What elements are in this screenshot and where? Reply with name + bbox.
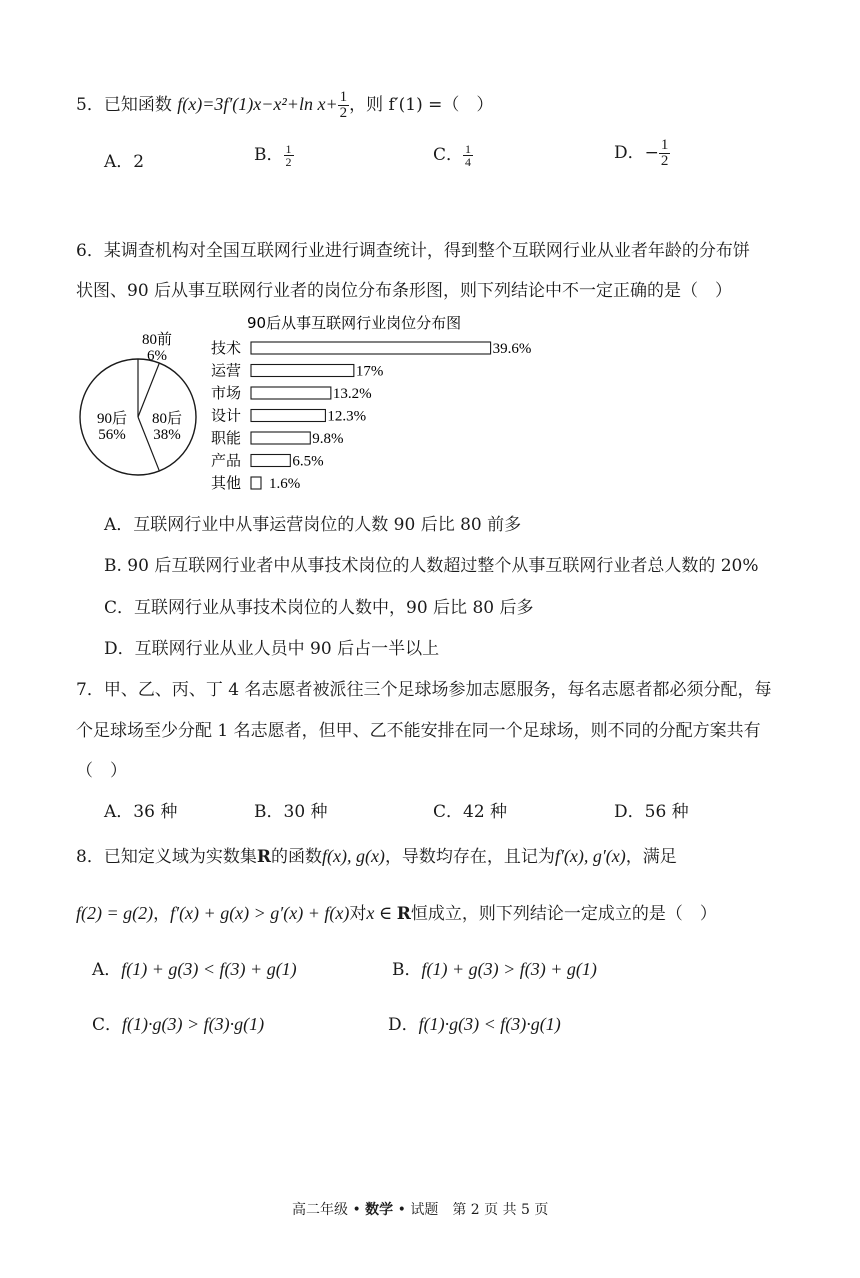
pie-label-80qian: 80前 <box>141 332 173 348</box>
pie-slice-1-edge <box>138 363 159 417</box>
option-text: 30 种 <box>283 802 328 822</box>
bar-category-label: 其他 <box>211 474 242 492</box>
option-label: D． <box>614 143 645 163</box>
q5-formula: f(x)=3f′(1)x−x²+ln x+ <box>177 94 338 114</box>
q7-option-d <box>614 797 689 822</box>
option-text: 56 种 <box>644 802 689 822</box>
q5-stem <box>76 90 493 121</box>
frac-num: 1 <box>285 142 292 156</box>
option-label: B． <box>254 802 284 822</box>
option-text: f(1) + g(3) < f(3) + g(1) <box>121 959 297 979</box>
pie-value-80qian: 6% <box>147 348 167 364</box>
q7-stem-line3: （ ） <box>76 761 127 781</box>
q5-text-b: ，则 f′(1) =（ ） <box>349 95 494 115</box>
pie-label-80hou: 80后 <box>151 411 183 427</box>
footer-subject: 数学 <box>365 1202 394 1218</box>
bar-chart-title: 90后从事互联网行业岗位分布图 <box>247 314 462 332</box>
q5-fraction <box>338 90 350 121</box>
option-text: f(1) + g(3) > f(3) + g(1) <box>421 959 597 979</box>
q8-derivatives: f′(x), g′(x) <box>554 846 626 866</box>
q8-functions: f(x), g(x) <box>321 846 385 866</box>
option-label: D． <box>388 1015 419 1035</box>
option-text: f(1)·g(3) > f(3)·g(1) <box>122 1014 265 1034</box>
footer-page: • 试题 第 2 页 共 5 页 <box>393 1202 549 1218</box>
bar-value-label: 13.2% <box>332 386 372 402</box>
q8-text: 恒成立，则下列结论一定成立的是（ ） <box>410 904 717 924</box>
q5-text-a: 已知函数 <box>103 95 172 115</box>
q5-frac-num: 1 <box>339 89 348 105</box>
q8-option-c <box>92 1010 264 1035</box>
q7-stem-line1: 7．甲、乙、丙、丁 4 名志愿者被派往三个足球场参加志愿服务，每名志愿者都必须分配，每 <box>76 680 772 700</box>
option-label: A． <box>92 960 122 980</box>
bar-category-label: 市场 <box>211 384 242 402</box>
q5-frac-den: 2 <box>339 105 348 121</box>
bar-category-label: 职能 <box>211 429 242 447</box>
option-label: A． <box>104 802 134 822</box>
q6-stem-line1: 6．某调查机构对全国互联网行业进行调查统计，得到整个互联网行业从业者年龄的分布饼 <box>76 241 750 261</box>
q8-text: ，导数均存在，且记为 <box>384 847 555 867</box>
bar-value-label: 12.3% <box>327 408 367 425</box>
q8-text: 的函数 <box>270 847 322 867</box>
option-label: B． <box>392 960 422 980</box>
q8-stem-line1 <box>76 842 677 867</box>
q8-option-b <box>392 955 597 980</box>
pie-value-80hou: 38% <box>153 427 181 443</box>
q6-option-d: D．互联网行业从业人员中 90 后占一半以上 <box>104 639 440 659</box>
bar-value-label: 1.6% <box>269 476 301 492</box>
frac-den: 2 <box>660 153 669 169</box>
option-text: 42 种 <box>463 802 508 822</box>
real-set-symbol: R <box>256 847 271 867</box>
q7-option-c <box>433 797 507 822</box>
q8-text: ， <box>153 904 171 924</box>
q7-stem-line2: 个足球场至少分配 1 名志愿者，但甲、乙不能安排在同一个足球场，则不同的分配方案共有 <box>76 721 761 741</box>
footer-grade: 高二年级 • <box>292 1202 366 1218</box>
q5-option-b <box>254 140 294 168</box>
q6-stem-line2: 状图、90 后从事互联网行业者的岗位分布条形图，则下列结论中不一定正确的是（ ） <box>76 281 733 301</box>
bar-value-label: 6.5% <box>292 453 324 470</box>
option-fraction <box>284 143 294 168</box>
bar-value-label: 9.8% <box>312 431 344 447</box>
option-sign: − <box>644 143 659 163</box>
bar-其他 <box>251 477 261 489</box>
option-fraction <box>463 143 473 168</box>
q8-text: 对 <box>349 904 367 924</box>
option-text: 2 <box>133 152 145 172</box>
option-fraction <box>659 138 671 169</box>
q6-option-b: B. 90 后互联网行业者中从事技术岗位的人数超过整个从事互联网行业者总人数的 20% <box>104 556 759 576</box>
q6-option-a: A．互联网行业中从事运营岗位的人数 90 后比 80 前多 <box>104 515 522 535</box>
q5-option-d <box>614 138 670 169</box>
option-label: A． <box>104 152 134 172</box>
q8-condition-eq: f(2) = g(2) <box>76 903 154 923</box>
option-label: C． <box>433 145 464 165</box>
q8-option-a <box>92 955 297 980</box>
option-label: B． <box>254 145 284 165</box>
option-text: 36 种 <box>133 802 178 822</box>
bar-category-label: 技术 <box>211 339 242 357</box>
option-label: C． <box>92 1015 123 1035</box>
page-footer <box>292 1199 548 1219</box>
q5-option-a <box>104 147 144 172</box>
option-text: f(1)·g(3) < f(3)·g(1) <box>418 1014 561 1034</box>
frac-num: 1 <box>465 142 472 156</box>
bar-职能 <box>251 432 310 444</box>
bar-category-label: 运营 <box>211 361 242 380</box>
q7-option-b <box>254 797 328 822</box>
q8-text: 8．已知定义域为实数集 <box>76 847 257 867</box>
bar-设计 <box>251 410 325 422</box>
pie-value-90hou: 56% <box>98 427 126 443</box>
q8-text: ，满足 <box>625 847 677 867</box>
option-label: D． <box>614 802 645 822</box>
q6-option-c: C．互联网行业从事技术岗位的人数中，90 后比 80 后多 <box>104 598 534 618</box>
q7-option-a <box>104 797 177 822</box>
bar-category-label: 产品 <box>211 451 242 470</box>
bar-运营 <box>251 365 354 377</box>
q8-domain-x: x ∈ <box>366 903 397 923</box>
bar-category-label: 设计 <box>211 406 242 425</box>
age-pie-chart <box>70 325 210 495</box>
frac-den: 2 <box>285 155 292 169</box>
q8-condition-ineq: f′(x) + g(x) > g′(x) + f(x) <box>170 903 350 923</box>
option-label: C． <box>433 802 464 822</box>
frac-num: 1 <box>660 137 669 153</box>
job-bar-chart <box>205 312 565 492</box>
q5-number: 5． <box>76 95 104 115</box>
bar-产品 <box>251 455 290 467</box>
frac-den: 4 <box>465 155 472 169</box>
pie-label-90hou: 90后 <box>96 411 128 427</box>
bar-value-label: 17% <box>355 363 384 380</box>
q5-option-c <box>433 140 473 168</box>
real-set-symbol: R <box>396 904 411 924</box>
bar-技术 <box>251 342 491 354</box>
q8-option-d <box>388 1010 561 1035</box>
bar-市场 <box>251 387 331 399</box>
q8-stem-line2 <box>76 899 717 924</box>
bar-value-label: 39.6% <box>492 341 532 357</box>
